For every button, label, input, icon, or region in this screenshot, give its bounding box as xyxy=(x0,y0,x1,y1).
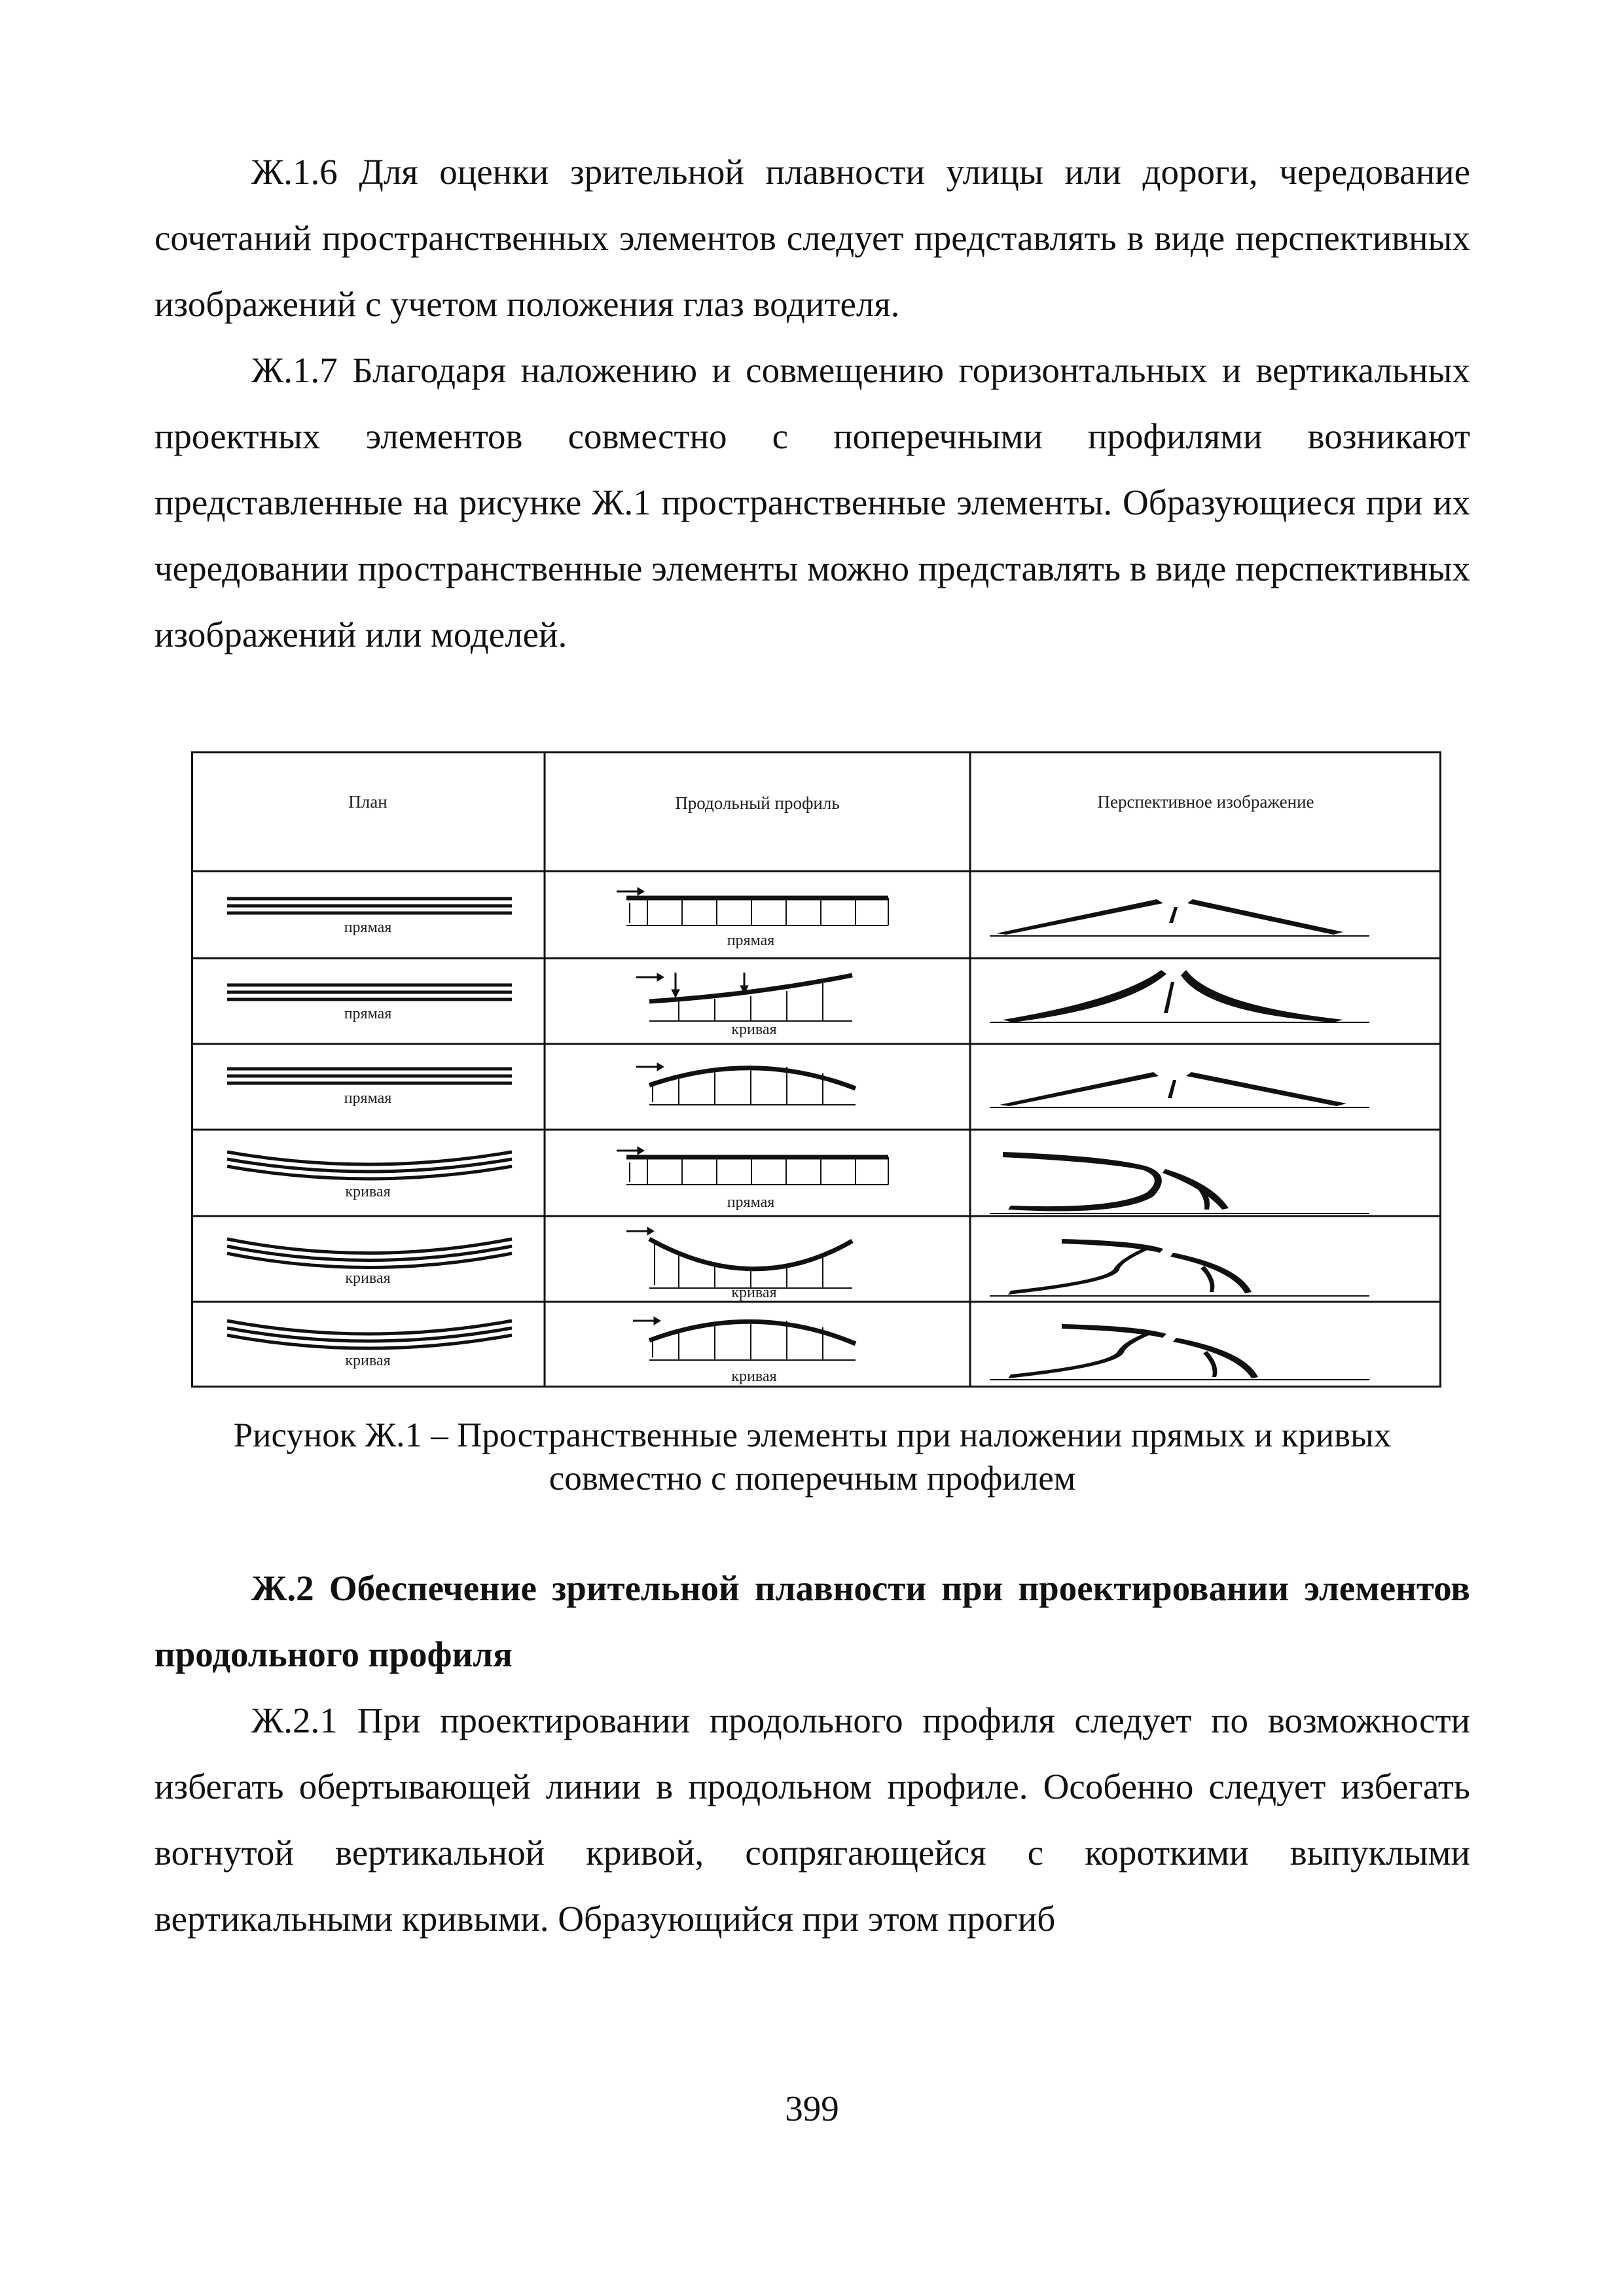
profile-crest-curve xyxy=(633,1317,856,1360)
profile-sag-curve xyxy=(636,973,852,1021)
row-5 xyxy=(227,1227,1369,1301)
plan-label: кривая xyxy=(345,1183,391,1200)
profile-label: кривая xyxy=(731,1368,777,1385)
plan-straight-road xyxy=(227,1069,512,1083)
plan-label: прямая xyxy=(344,919,392,936)
profile-label: кривая xyxy=(731,1021,777,1038)
profile-sag-curve xyxy=(626,1227,852,1288)
profile-label: прямая xyxy=(727,932,775,949)
profile-label: кривая xyxy=(731,1284,777,1301)
section-heading-zh-2: Ж.2 Обеспечение зрительной плавности при проектировании элементов продольного профиля xyxy=(154,1568,1470,1674)
page-number: 399 xyxy=(785,2089,839,2128)
figure-table xyxy=(191,751,1441,1388)
profile-crest-curve xyxy=(636,1063,856,1105)
perspective-view xyxy=(990,1239,1369,1296)
row-4 xyxy=(227,1147,1369,1213)
perspective-view xyxy=(990,1324,1369,1380)
paragraph-zh-2-1: Ж.2.1 При проектировании продольного профиля следует по возможности избегать обертывающей линии в продольном профиле. Особенно следует избегать вогнутой вертикальной кривой, сопрягающейся с короткими выпуклыми вертикальными кривыми. Образующийся при этом прогиб xyxy=(154,1700,1470,1939)
caption-line-1: Рисунок Ж.1 – Пространственные элементы при наложении прямых и кривых xyxy=(233,1416,1392,1454)
profile-straight xyxy=(617,888,888,925)
plan-curved-road xyxy=(227,1321,512,1348)
plan-curved-road xyxy=(227,1239,512,1268)
profile-label: прямая xyxy=(727,1194,775,1211)
plan-label: кривая xyxy=(345,1352,391,1369)
figure-caption xyxy=(154,1414,1470,1500)
plan-straight-road xyxy=(227,985,512,999)
perspective-view xyxy=(990,970,1369,1022)
plan-curved-road xyxy=(227,1152,512,1179)
perspective-view xyxy=(990,1072,1369,1107)
paragraph-zh-1-6: Ж.1.6 Для оценки зрительной плавности улицы или дороги, чередование сочетаний пространственных элементов следует представлять в виде перспективных изображений с учетом положения глаз водителя. xyxy=(154,152,1470,324)
plan-straight-road xyxy=(227,899,512,913)
plan-label: прямая xyxy=(344,1090,392,1107)
plan-label: прямая xyxy=(344,1005,392,1022)
row-6 xyxy=(227,1317,1369,1385)
header-perspective: Перспективное изображение xyxy=(1097,792,1314,812)
figure-zh-1 xyxy=(191,751,1441,1388)
perspective-view xyxy=(990,899,1369,936)
plan-label: кривая xyxy=(345,1270,391,1287)
row-1 xyxy=(227,888,1369,949)
paragraph-zh-1-7: Ж.1.7 Благодаря наложению и совмещению горизонтальных и вертикальных проектных элементов совместно с поперечными профилями возникают представленные на рисунке Ж.1 пространственные элементы. Образующиеся при их чередовании пространственные элементы можно представлять в виде перспективных изображений или моделей. xyxy=(154,350,1470,655)
profile-straight xyxy=(617,1147,888,1185)
header-profile: Продольный профиль xyxy=(675,793,840,813)
perspective-view xyxy=(990,1152,1369,1213)
header-plan: План xyxy=(348,792,388,812)
row-2 xyxy=(227,970,1369,1038)
row-3 xyxy=(227,1063,1369,1107)
caption-line-2: совместно с поперечным профилем xyxy=(549,1460,1076,1498)
